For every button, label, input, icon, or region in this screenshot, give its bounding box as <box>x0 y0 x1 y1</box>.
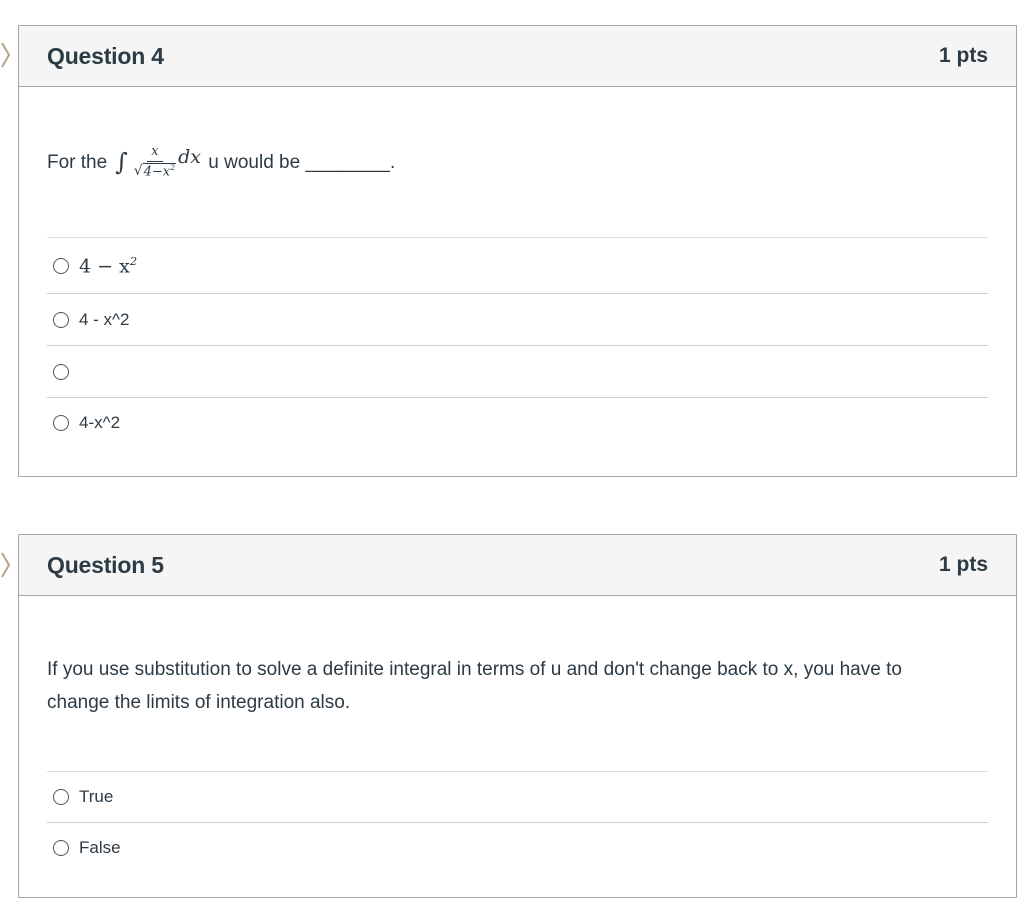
answer-label: 4 - x^2 <box>79 309 130 329</box>
radio-button-icon[interactable] <box>53 415 69 431</box>
radicand <box>143 163 176 180</box>
flag-question-icon[interactable] <box>0 550 12 580</box>
question-body <box>19 596 1016 873</box>
radio-button-icon[interactable] <box>53 258 69 274</box>
answer-option[interactable] <box>47 823 988 873</box>
question-header <box>19 535 1016 596</box>
radical-sign: √ <box>133 163 143 180</box>
fraction <box>134 145 176 180</box>
integral-expression <box>109 145 201 180</box>
radicand-base: 4−x <box>143 164 171 180</box>
radio-button-icon[interactable] <box>53 840 69 856</box>
flag-question-icon[interactable] <box>0 40 12 70</box>
answer-label-exponent: 2 <box>129 253 138 268</box>
answer-label: False <box>79 838 121 857</box>
question-title: Question 4 <box>47 42 164 69</box>
answer-label: True <box>79 787 114 806</box>
square-root <box>134 163 176 180</box>
answer-option[interactable] <box>47 346 988 398</box>
integral-sign: ∫ <box>115 147 128 176</box>
radio-button-icon[interactable] <box>53 364 69 380</box>
question-points: 1 pts <box>938 44 988 67</box>
question-4 <box>18 25 1017 477</box>
question-header <box>19 26 1016 87</box>
answer-option[interactable] <box>47 398 988 448</box>
answer-option[interactable] <box>47 772 988 823</box>
question-text-prefix: For the <box>47 151 108 173</box>
answer-list <box>47 237 988 448</box>
answer-label: 4-x^2 <box>79 413 121 432</box>
question-body <box>19 87 1016 448</box>
question-points: 1 pts <box>938 553 988 576</box>
question-text-suffix: u would be ________. <box>203 151 396 173</box>
question-text: If you use substitution to solve a definite integral in terms of u and don't change back to x, you have to change the limits of integration also. <box>47 659 902 713</box>
answer-option[interactable] <box>47 294 988 346</box>
radicand-exponent: 2 <box>170 162 176 172</box>
radio-button-icon[interactable] <box>53 312 69 328</box>
radio-button-icon[interactable] <box>53 789 69 805</box>
answer-label-base: 4 − x <box>79 255 130 278</box>
answer-label <box>79 254 137 277</box>
question-5 <box>18 534 1017 898</box>
answer-option[interactable] <box>47 238 988 294</box>
answer-list <box>47 771 988 873</box>
question-title: Question 5 <box>47 551 164 578</box>
differential: dx <box>178 146 201 169</box>
fraction-denominator <box>134 162 176 180</box>
question-text <box>47 87 988 237</box>
fraction-numerator: x <box>147 145 162 162</box>
